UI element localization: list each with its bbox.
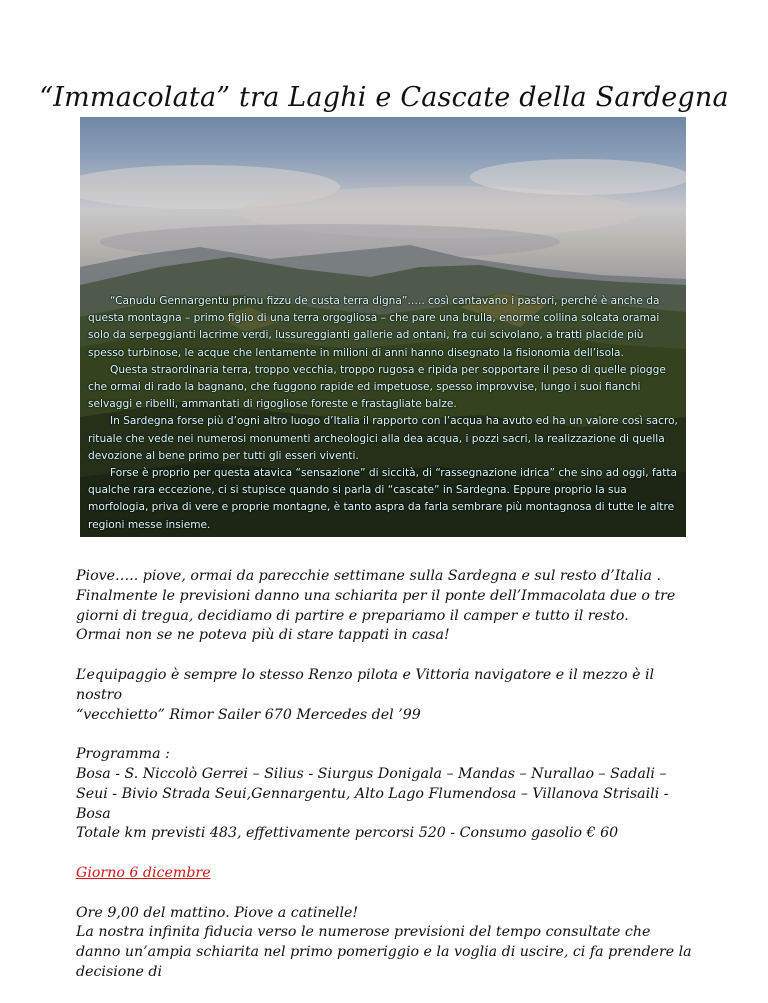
programme-heading: Programma : — [76, 746, 170, 763]
crew-line: L’equipaggio è sempre lo stesso Renzo pilota e Vittoria navigatore e il mezzo è il nostro — [76, 666, 655, 703]
crew-paragraph — [76, 666, 696, 725]
caption-paragraph: Forse è proprio per questa atavica “sensazione” di siccità, di “rassegnazione idrica” che sino ad oggi, fatta qualche rara eccezione, ci si stupisce quando si parla di “cascate” in Sardegna. Eppure proprio la sua morfologia, priva di vere e proprie montagne, è tanto aspra da farla sembrare più montagnosa di tutte le altre regioni messe insieme. — [88, 467, 677, 531]
day-paragraph — [76, 904, 696, 983]
landscape-photo — [80, 117, 686, 537]
caption-paragraph: Questa straordinaria terra, troppo vecchia, troppo rugosa e ripida per sopportare il peso di quelle piogge che ormai di rado la bagnano, che fuggono rapide ed impetuose, spesso improvvise, lungo i suoi fianchi selvaggi e ribelli, ammantati di rigogliose foreste e frastagliate balze. — [88, 363, 666, 411]
day-line: La nostra infinita fiducia verso le numerose previsioni del tempo consultate che danno un’ampia schiarita nel primo pomeriggio e la voglia di uscire, ci fa prendere la decisione di — [76, 924, 692, 980]
programme-route: Bosa - S. Niccolò Gerrei – Silius - Siurgus Donigala – Mandas – Nurallao – Sadali – Seui - Bivio Strada Seui,Gennargentu, Alto Lago Flumendosa – Villanova Strisaili - Bosa — [76, 765, 669, 822]
intro-line: Finalmente le previsioni danno una schiarita per il ponte dell’Immacolata due o tre giorni di tregua, decidiamo di partire e prepariamo il camper e tutto il resto. — [76, 587, 676, 624]
intro-paragraph — [76, 567, 696, 646]
document-body — [76, 567, 696, 1003]
intro-line: Piove….. piove, ormai da parecchie settimane sulla Sardegna e sul resto d’Italia . — [76, 568, 662, 584]
photo-caption — [88, 293, 680, 534]
crew-line: “vecchietto” Rimor Sailer 670 Mercedes del ’99 — [76, 706, 421, 723]
day-heading: Giorno 6 dicembre — [76, 864, 211, 881]
programme-totals: Totale km previsti 483, effettivamente percorsi 520 - Consumo gasolio € 60 — [76, 825, 619, 842]
day-line: Ore 9,00 del mattino. Piove a catinelle! — [76, 904, 359, 921]
intro-line: Ormai non se ne poteva più di stare tappati in casa! — [76, 627, 450, 644]
programme-paragraph — [76, 745, 696, 844]
day-heading-paragraph — [76, 864, 696, 884]
caption-paragraph: “Canudu Gennargentu primu fizzu de custa terra digna”….. così cantavano i pastori, perché è anche da questa montagna – primo figlio di una terra orgogliosa – che pare una brulla, enorme collina solcata oramai solo da serpeggianti lacrime verdi, lussureggianti gallerie ad ontani, fra cui scivolano, a tratti placide più spesso turbinose, le acque che lentamente in milioni di anni hanno disegnato la fisionomia dell’isola. — [88, 295, 660, 359]
caption-paragraph: In Sardegna forse più d’ogni altro luogo d’Italia il rapporto con l’acqua ha avuto ed ha un valore così sacro, rituale che vede nei numerosi monumenti archeologici alla dea acqua, i pozzi sacri, la realizzazione di quella devozione al bene primo per tutti gli esseri viventi. — [88, 415, 678, 462]
document-title: “Immacolata” tra Laghi e Cascate della Sardegna — [39, 82, 729, 113]
